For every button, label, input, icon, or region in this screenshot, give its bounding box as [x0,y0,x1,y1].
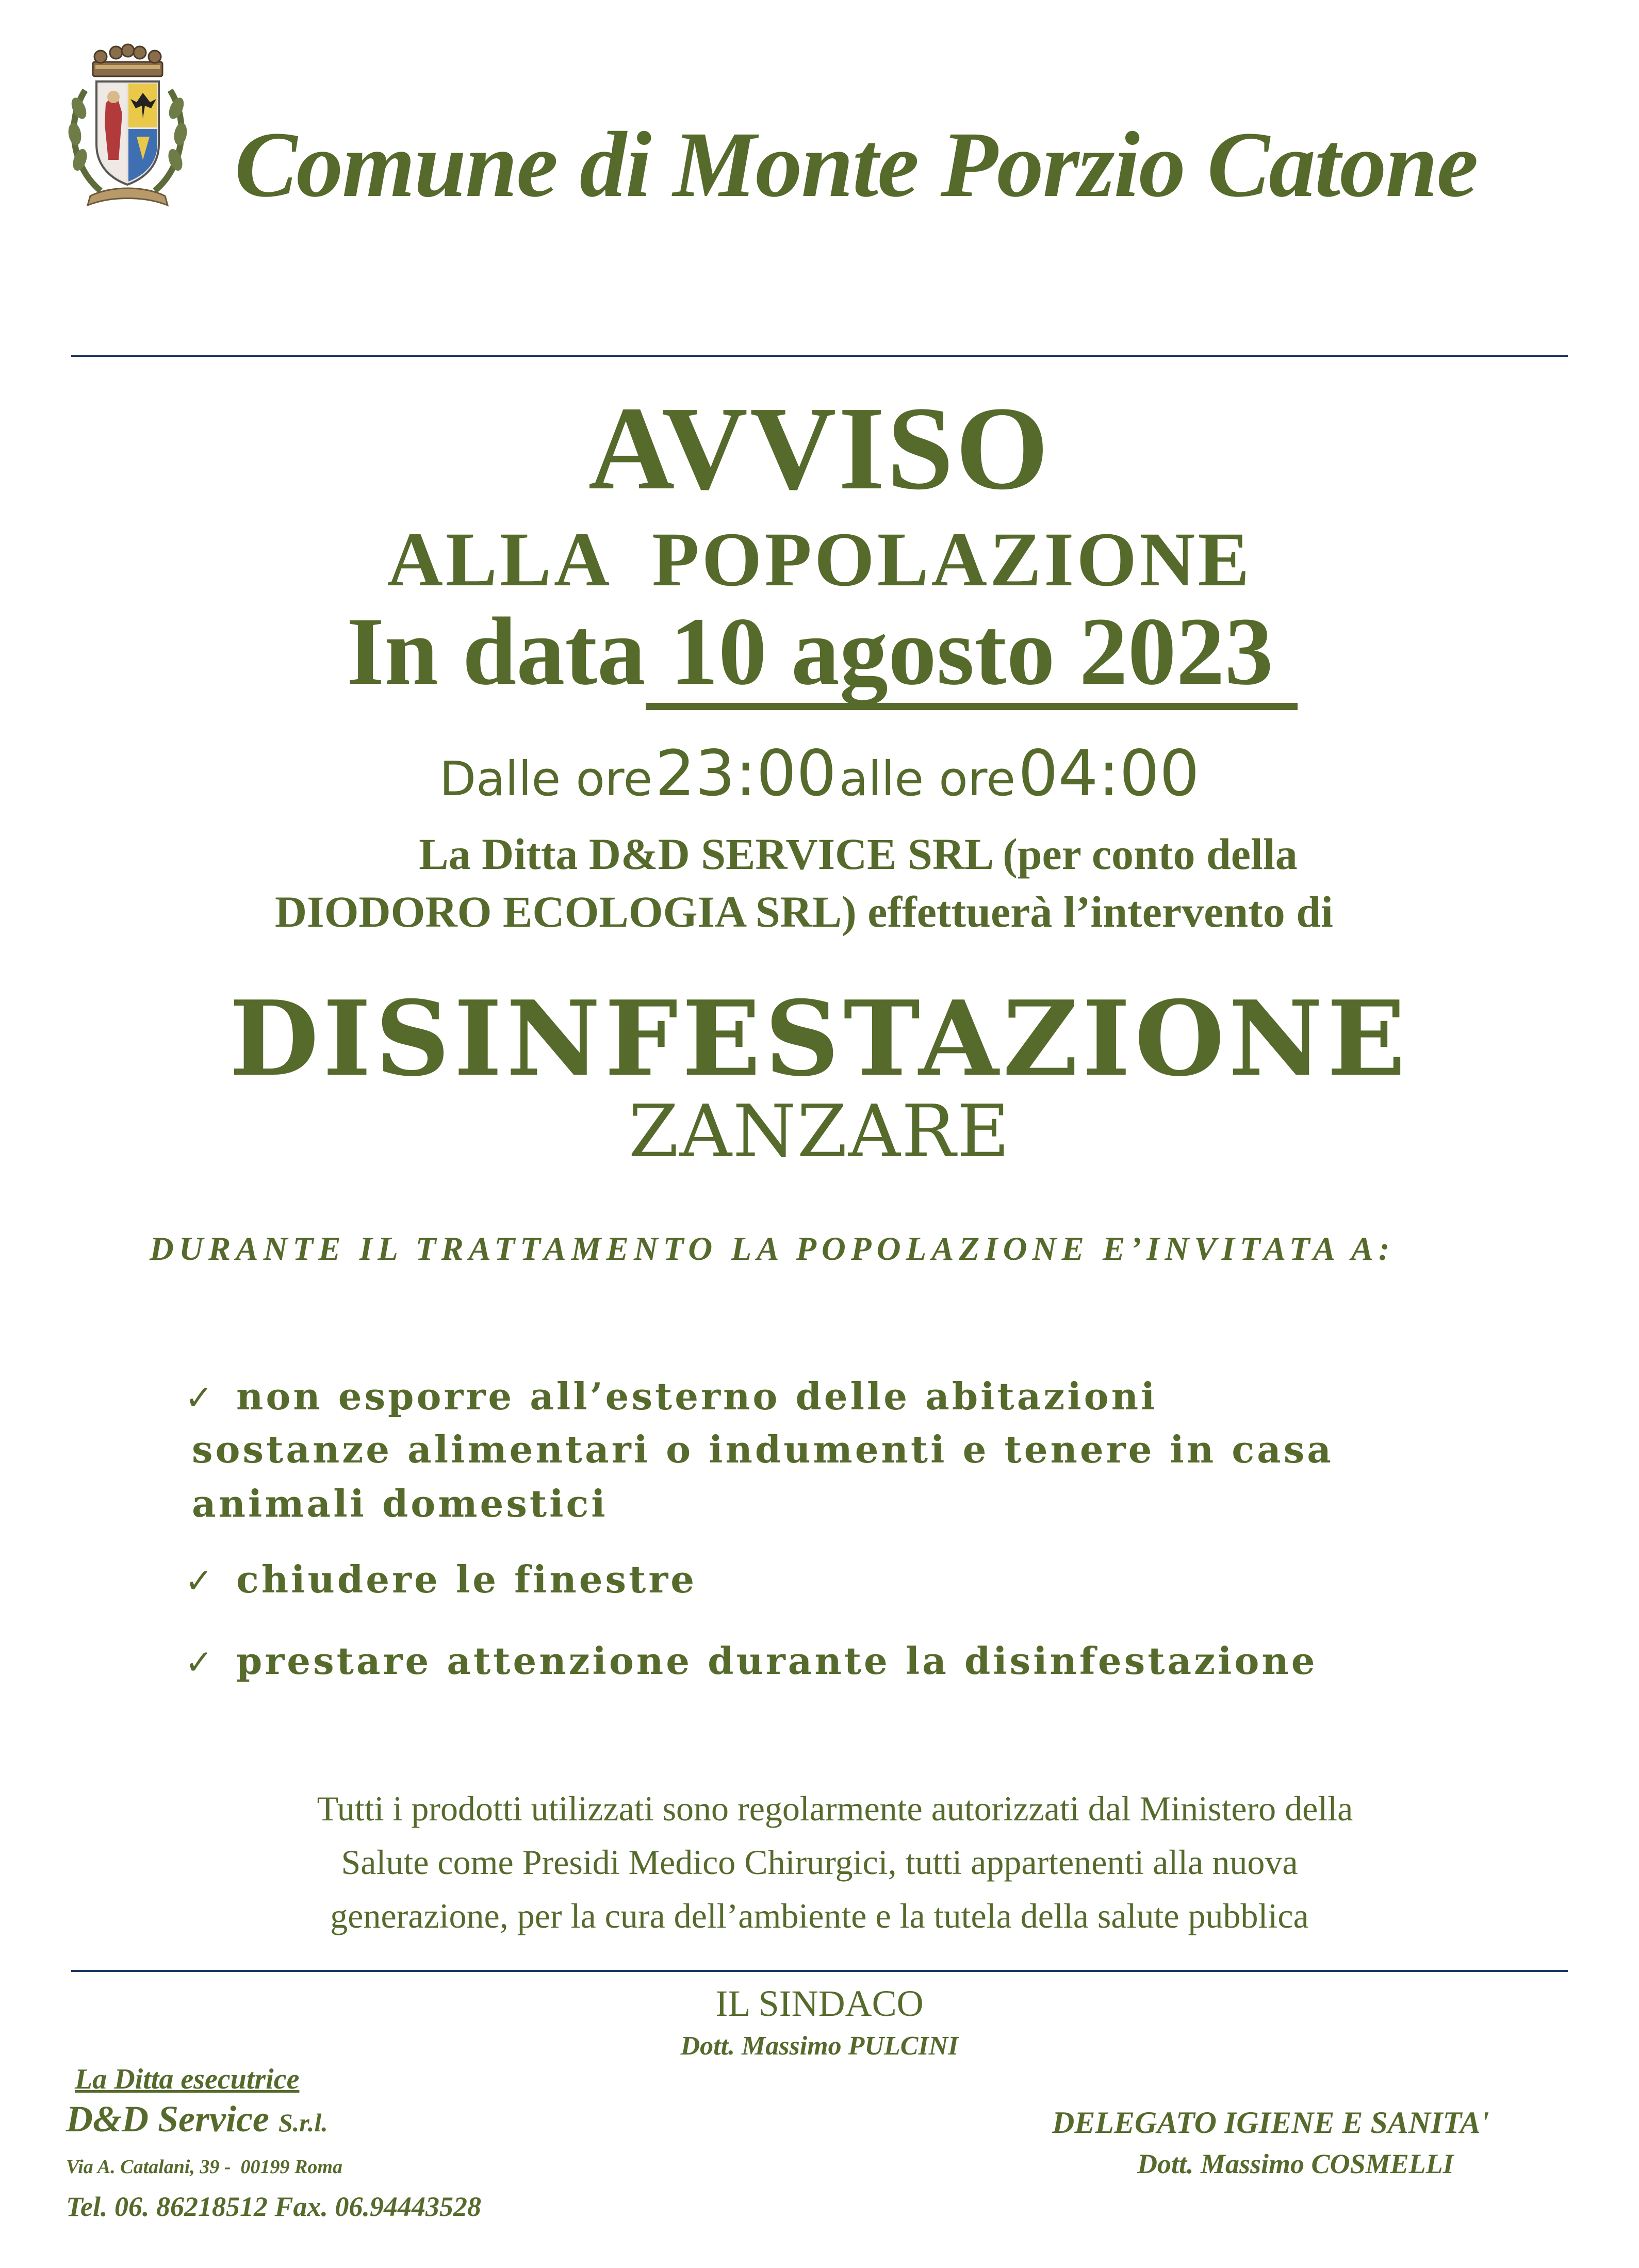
coat-of-arms-logo [64,41,191,211]
delegate-title: DELEGATO IGIENE E SANITA' [1052,2106,1489,2140]
company-contacts: Tel. 06. 86218512 Fax. 06.94443528 [66,2191,482,2222]
products-note [0,1782,1639,1943]
company-address: Via A. Catalani, 39 - 00199 Roma [66,2156,342,2178]
hours-to: 04:00 [1018,737,1200,810]
date-prefix: In data [347,597,646,705]
bullet-item [185,1634,1318,1689]
municipality-title: Comune di Monte Porzio Catone [235,113,1478,217]
company-line-1: La Ditta D&D SERVICE SRL (per conto della [419,829,1298,879]
bullet-text: non esporre all’esterno delle abitazioni [236,1374,1158,1418]
company-statement [0,825,1639,941]
bullet-text: prestare attenzione durante la disinfestazione [236,1639,1318,1683]
check-icon: ✓ [185,1378,216,1418]
company-line-2: DIODORO ECOLOGIA SRL) effettuerà l’intervento di [275,887,1333,936]
bullet-item-continuation [192,1422,1334,1531]
date-value: 10 agosto 2023 [646,600,1298,710]
company-name [66,2098,328,2141]
date-line [347,597,1298,710]
hours-line [0,732,1639,834]
bullet-text: sostanze alimentari o indumenti e tenere in casa [192,1427,1334,1471]
company-name-text: D&D Service [66,2098,278,2140]
company-label: La Ditta esecutrice [75,2063,300,2095]
hours-from-label: Dalle ore [439,751,653,807]
mayor-name: Dott. Massimo PULCINI [680,2031,959,2061]
notice-title: AVVISO [588,382,1051,515]
products-line: generazione, per la cura dell’ambiente e la tutela della salute pubblica [330,1896,1309,1935]
mayor-title: IL SINDACO [715,1983,924,2024]
check-icon: ✓ [185,1642,216,1682]
company-suffix: S.r.l. [278,2108,328,2137]
notice-subtitle: ALLA POPOLAZIONE [387,517,1252,602]
bullet-item [185,1369,1157,1425]
hours-to-label: alle ore [839,751,1016,807]
bullet-text: chiudere le finestre [236,1557,697,1601]
invitation-heading: DURANTE IL TRATTAMENTO LA POPOLAZIONE E’INVITATA A: [150,1230,1395,1268]
treatment-title: DISINFESTAZIONE [229,978,1410,1099]
bullet-text: animali domestici [192,1482,608,1525]
products-line: Salute come Presidi Medico Chirurgici, tutti appartenenti alla nuova [341,1843,1298,1882]
divider-top [71,355,1568,357]
bullet-item [185,1552,697,1608]
products-line: Tutti i prodotti utilizzati sono regolarmente autorizzati dal Ministero della [317,1789,1353,1828]
check-icon: ✓ [185,1561,216,1601]
delegate-name: Dott. Massimo COSMELLI [1137,2148,1454,2179]
treatment-target: ZANZARE [628,1090,1011,1174]
hours-from: 23:00 [655,737,837,810]
divider-bottom [71,1970,1568,1972]
